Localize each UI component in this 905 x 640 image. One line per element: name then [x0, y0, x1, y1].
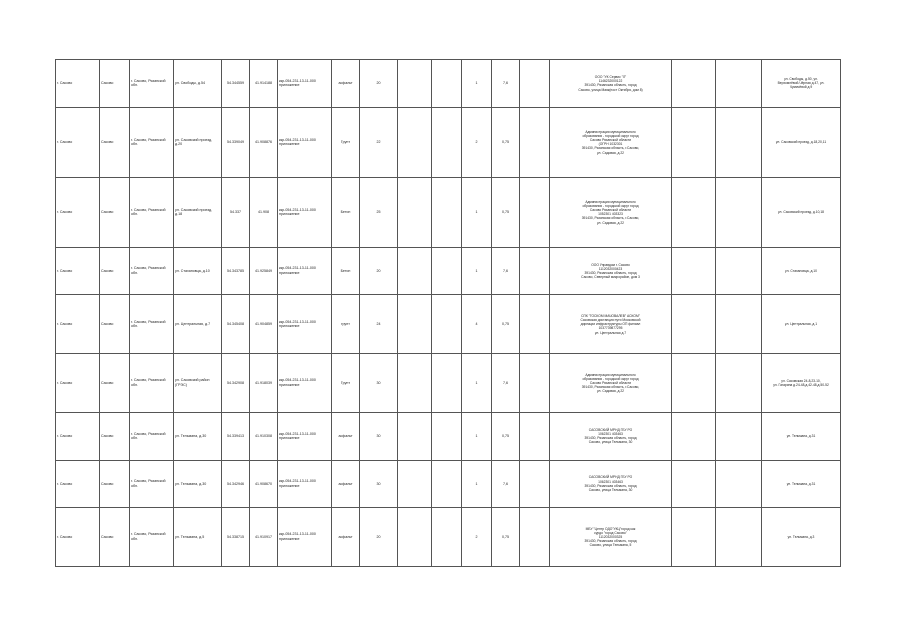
empty-cell: [398, 107, 432, 177]
longitude-cell: 41.910308: [250, 412, 278, 460]
volume-cell: 7,6: [492, 354, 520, 413]
table-row: [56, 508, 841, 567]
kind-cell: ккр-054-231-13-11-000 приложение: [278, 107, 332, 177]
empty-cell: [432, 354, 462, 413]
city-cell: г. Сасово: [56, 460, 100, 508]
street-cell: ул. Тельмана, д.5: [174, 508, 222, 567]
empty-cell: [716, 107, 762, 177]
containers-cell: 1: [462, 460, 492, 508]
street-cell: ул. Тельмана, д.30: [174, 460, 222, 508]
empty-cell: [432, 460, 462, 508]
surface-cell: асфальт: [332, 460, 360, 508]
surface-cell: грунт: [332, 295, 360, 354]
area-cell: 20: [360, 508, 398, 567]
latitude-cell: 54.345408: [222, 295, 250, 354]
street-cell: ул. Сасовский проезд, д.18: [174, 177, 222, 247]
empty-cell: [716, 247, 762, 295]
kind-cell: ккр-054-231-13-11-000 приложение: [278, 460, 332, 508]
area-cell: 20: [360, 60, 398, 108]
latitude-cell: 54.343785: [222, 247, 250, 295]
area-cell: 30: [360, 460, 398, 508]
empty-cell: [432, 508, 462, 567]
empty-cell: [398, 295, 432, 354]
empty-cell: [432, 107, 462, 177]
surface-cell: Грунт: [332, 354, 360, 413]
volume-cell: 0,75: [492, 412, 520, 460]
owner-cell: ООО Управдом г. Сасово 1112032000423 391430, Рязанская область, город Сасово, Северный микрорайон, дом 3: [550, 247, 672, 295]
street-cell: ул. Стахановца, д.10: [174, 247, 222, 295]
containers-cell: 1: [462, 354, 492, 413]
area-cell: 20: [360, 247, 398, 295]
empty-cell: [520, 177, 550, 247]
owner-cell: Администрация муниципального образования - городской округ город Сасово Рязанской области (ОГРН 1032301 391430, Рязанская область, г.Сасово, ул. Садовая, д.22: [550, 107, 672, 177]
volume-cell: 0,75: [492, 508, 520, 567]
district-cell: Сасово: [100, 508, 130, 567]
empty-cell: [672, 107, 716, 177]
longitude-cell: 41.918039: [250, 354, 278, 413]
city-cell: г. Сасово: [56, 295, 100, 354]
empty-cell: [398, 354, 432, 413]
table-row: [56, 295, 841, 354]
city-cell: г. Сасово: [56, 354, 100, 413]
empty-cell: [716, 508, 762, 567]
empty-cell: [672, 247, 716, 295]
street-cell: ул. Тельмана, д.30: [174, 412, 222, 460]
address-cell: г. Сасово, Рязанской обл.: [130, 508, 174, 567]
containers-cell: 1: [462, 60, 492, 108]
empty-cell: [520, 247, 550, 295]
latitude-cell: 54.344559: [222, 60, 250, 108]
address-cell: г. Сасово, Рязанской обл.: [130, 107, 174, 177]
empty-cell: [716, 295, 762, 354]
surface-cell: асфальт: [332, 412, 360, 460]
containers-cell: 1: [462, 247, 492, 295]
longitude-cell: 41.908: [250, 177, 278, 247]
owner-cell: СПК "ГОСКОМ МАЧОВАЛЕВ" АСКОМ" Сасовская дистанция пути Московской дирекции инфраструктуры ОП филиал 1037739877295 ул. Центральная д.7: [550, 295, 672, 354]
kind-cell: ккр-054-231-13-11-000 приложение: [278, 60, 332, 108]
empty-cell: [716, 460, 762, 508]
district-cell: Сасово: [100, 295, 130, 354]
owner-cell: МБУ "Центр ОДО"УКЦ"город как сурдо "город Сасово" 1112032000325 391430, Рязанская область, город Сасово, улица Тельмана, 5: [550, 508, 672, 567]
containers-cell: 2: [462, 508, 492, 567]
sources-cell: ул. Стахановца, д.10: [762, 247, 841, 295]
table-row: [56, 460, 841, 508]
sources-cell: ул. Сасовский проезд, д.10,18: [762, 177, 841, 247]
longitude-cell: 41.908670: [250, 460, 278, 508]
owner-cell: САСОВСКИЙ МРНД ГБУ РО 1062301 403463 391430, Рязанская область, город Сасово, улица Тельмана, 30: [550, 460, 672, 508]
city-cell: г. Сасово: [56, 60, 100, 108]
owner-cell: ООО "УК Сервис "Л" 1146232000122 391430, Рязанская область, город Сасово, улица Маяк(пост Октября, дом 8): [550, 60, 672, 108]
surface-cell: асфальт: [332, 60, 360, 108]
empty-cell: [398, 460, 432, 508]
address-cell: г. Сасово, Рязанской обл.: [130, 460, 174, 508]
owner-cell: САСОВСКИЙ МРНД ГБУ РО 1062301 403463 391430, Рязанская область, город Сасово, улица Тельмана, 30: [550, 412, 672, 460]
owner-cell: Администрация муниципального образования - городской округ город Сасово Рязанской области 391430, Рязанская область, г.Сасово, ул. Садовая, д.22: [550, 354, 672, 413]
street-cell: ул. Центральная, д.7: [174, 295, 222, 354]
register-table: [55, 59, 841, 567]
empty-cell: [520, 107, 550, 177]
city-cell: г. Сасово: [56, 412, 100, 460]
volume-cell: 7,6: [492, 60, 520, 108]
empty-cell: [672, 354, 716, 413]
volume-cell: 0,75: [492, 107, 520, 177]
address-cell: г. Сасово, Рязанской обл.: [130, 177, 174, 247]
sources-cell: ул. Сасовский проезд, д.18,20,11: [762, 107, 841, 177]
containers-cell: 2: [462, 107, 492, 177]
surface-cell: асфальт: [332, 508, 360, 567]
latitude-cell: 54.337: [222, 177, 250, 247]
empty-cell: [432, 295, 462, 354]
district-cell: Сасово: [100, 177, 130, 247]
longitude-cell: 41.904859: [250, 295, 278, 354]
sources-cell: ул. Свободы, д.50, ул. Верхомлёвой-Чёрная д.47, ул. Чумичёвой д.9: [762, 60, 841, 108]
address-cell: г. Сасово, Рязанской обл.: [130, 247, 174, 295]
empty-cell: [672, 412, 716, 460]
empty-cell: [716, 60, 762, 108]
street-cell: ул. Свободы, д.54: [174, 60, 222, 108]
empty-cell: [398, 60, 432, 108]
empty-cell: [432, 177, 462, 247]
empty-cell: [432, 60, 462, 108]
table-row: [56, 177, 841, 247]
volume-cell: 0,75: [492, 177, 520, 247]
district-cell: Сасово: [100, 354, 130, 413]
city-cell: г. Сасово: [56, 107, 100, 177]
latitude-cell: 54.338715: [222, 508, 250, 567]
area-cell: 30: [360, 412, 398, 460]
empty-cell: [520, 508, 550, 567]
containers-cell: 1: [462, 177, 492, 247]
empty-cell: [672, 295, 716, 354]
empty-cell: [520, 60, 550, 108]
sources-cell: ул. Тельмана, д.31: [762, 412, 841, 460]
table-row: [56, 412, 841, 460]
district-cell: Сасово: [100, 412, 130, 460]
kind-cell: ккр-054-231-13-11-000 приложение: [278, 412, 332, 460]
surface-cell: Грунт: [332, 107, 360, 177]
empty-cell: [398, 247, 432, 295]
district-cell: Сасово: [100, 60, 130, 108]
table-row: [56, 354, 841, 413]
area-cell: 30: [360, 354, 398, 413]
longitude-cell: 41.908876: [250, 107, 278, 177]
empty-cell: [716, 412, 762, 460]
street-cell: ул. Сасовский район (ГРЭС): [174, 354, 222, 413]
empty-cell: [432, 412, 462, 460]
empty-cell: [716, 177, 762, 247]
empty-cell: [520, 295, 550, 354]
empty-cell: [398, 412, 432, 460]
empty-cell: [672, 460, 716, 508]
kind-cell: ккр-054-231-13-11-000 приложение: [278, 247, 332, 295]
empty-cell: [432, 247, 462, 295]
surface-cell: Бетон: [332, 247, 360, 295]
sources-cell: ул. Тельмана, д.31: [762, 460, 841, 508]
sources-cell: ул. Тельмана, д.3: [762, 508, 841, 567]
empty-cell: [672, 60, 716, 108]
empty-cell: [716, 354, 762, 413]
address-cell: г. Сасово, Рязанской обл.: [130, 412, 174, 460]
street-cell: ул. Сасовский проезд, д.20: [174, 107, 222, 177]
owner-cell: Администрация муниципального образования - городской округ город Сасово Рязанской области 1052301 403323 391430, Рязанская область, г.Сасово, ул. Садовая, д.22: [550, 177, 672, 247]
address-cell: г. Сасово, Рязанской обл.: [130, 60, 174, 108]
city-cell: г. Сасово: [56, 177, 100, 247]
sources-cell: ул. Сасовская 24-8,23-10, ул. Гагарина д.24-48,д.42-48,д.50-52: [762, 354, 841, 413]
surface-cell: Бетон: [332, 177, 360, 247]
kind-cell: ккр-054-231-13-11-000 приложение: [278, 177, 332, 247]
district-cell: Сасово: [100, 460, 130, 508]
empty-cell: [672, 508, 716, 567]
empty-cell: [520, 354, 550, 413]
latitude-cell: 54.339049: [222, 107, 250, 177]
address-cell: г. Сасово, Рязанской обл.: [130, 295, 174, 354]
latitude-cell: 54.342908: [222, 354, 250, 413]
address-cell: г. Сасово, Рязанской обл.: [130, 354, 174, 413]
longitude-cell: 41.925849: [250, 247, 278, 295]
district-cell: Сасово: [100, 247, 130, 295]
longitude-cell: 41.910917: [250, 508, 278, 567]
kind-cell: ккр-054-231-13-11-000 приложение: [278, 508, 332, 567]
containers-cell: 4: [462, 295, 492, 354]
table-row: [56, 247, 841, 295]
empty-cell: [398, 177, 432, 247]
volume-cell: 7,6: [492, 247, 520, 295]
area-cell: 22: [360, 107, 398, 177]
latitude-cell: 54.342946: [222, 460, 250, 508]
district-cell: Сасово: [100, 107, 130, 177]
area-cell: 25: [360, 177, 398, 247]
volume-cell: 0,75: [492, 295, 520, 354]
empty-cell: [520, 412, 550, 460]
containers-cell: 1: [462, 412, 492, 460]
area-cell: 24: [360, 295, 398, 354]
sources-cell: ул. Центральная, д.1: [762, 295, 841, 354]
table-row: [56, 60, 841, 108]
empty-cell: [520, 460, 550, 508]
longitude-cell: 41.914188: [250, 60, 278, 108]
volume-cell: 7,6: [492, 460, 520, 508]
table-row: [56, 107, 841, 177]
city-cell: г. Сасово: [56, 247, 100, 295]
city-cell: г. Сасово: [56, 508, 100, 567]
kind-cell: ккр-054-231-13-11-000 приложение: [278, 354, 332, 413]
empty-cell: [398, 508, 432, 567]
latitude-cell: 54.339413: [222, 412, 250, 460]
empty-cell: [672, 177, 716, 247]
kind-cell: ккр-054-231-13-11-000 приложение: [278, 295, 332, 354]
